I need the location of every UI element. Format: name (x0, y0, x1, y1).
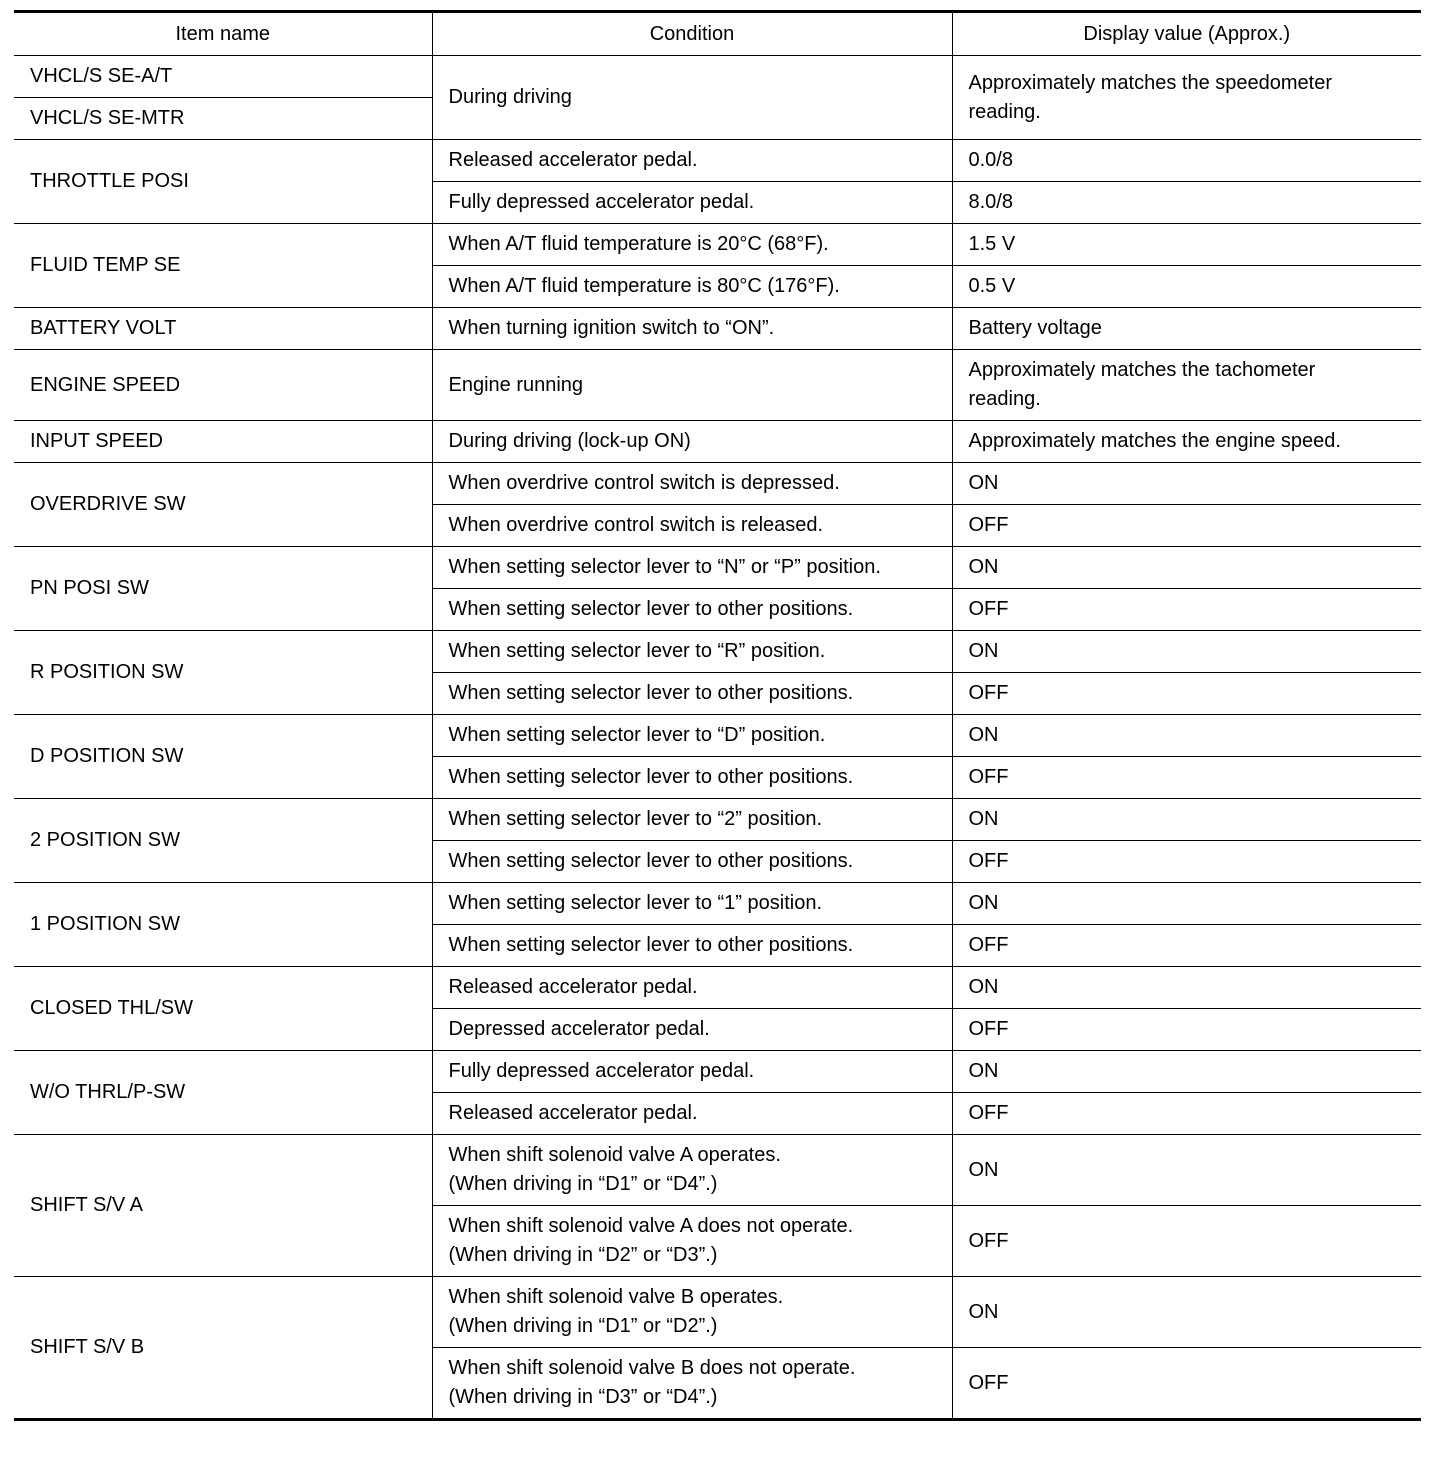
display-value-cell: OFF (952, 1093, 1421, 1135)
display-value-cell: ON (952, 715, 1421, 757)
display-value-cell: Approximately matches the speedometer reading. (952, 56, 1421, 140)
condition-cell: When setting selector lever to other positions. (432, 589, 952, 631)
table-row (14, 56, 1421, 98)
condition-cell: When setting selector lever to “N” or “P” position. (432, 547, 952, 589)
display-value-cell: ON (952, 799, 1421, 841)
item-name-cell: D POSITION SW (14, 715, 432, 799)
table-row (14, 1277, 1421, 1348)
display-value-cell: OFF (952, 1009, 1421, 1051)
condition-cell: Released accelerator pedal. (432, 140, 952, 182)
condition-cell: When shift solenoid valve B operates. (When driving in “D1” or “D2”.) (432, 1277, 952, 1348)
item-name-cell: SHIFT S/V A (14, 1135, 432, 1277)
item-name-cell: BATTERY VOLT (14, 308, 432, 350)
header-item-name: Item name (14, 12, 432, 56)
table-row (14, 140, 1421, 182)
condition-cell: When setting selector lever to “R” position. (432, 631, 952, 673)
display-value-cell: OFF (952, 841, 1421, 883)
condition-cell: When setting selector lever to “2” position. (432, 799, 952, 841)
data-monitor-table (14, 10, 1421, 1421)
display-value-cell: ON (952, 631, 1421, 673)
table-row (14, 883, 1421, 925)
table-row (14, 715, 1421, 757)
condition-cell: Depressed accelerator pedal. (432, 1009, 952, 1051)
display-value-cell: ON (952, 547, 1421, 589)
condition-cell: When A/T fluid temperature is 80°C (176°F). (432, 266, 952, 308)
table-row (14, 224, 1421, 266)
table-row (14, 1051, 1421, 1093)
display-value-cell: OFF (952, 673, 1421, 715)
table-row (14, 350, 1421, 421)
condition-cell: When A/T fluid temperature is 20°C (68°F). (432, 224, 952, 266)
display-value-cell: OFF (952, 925, 1421, 967)
item-name-cell: 2 POSITION SW (14, 799, 432, 883)
condition-cell: Released accelerator pedal. (432, 967, 952, 1009)
header-condition: Condition (432, 12, 952, 56)
display-value-cell: OFF (952, 589, 1421, 631)
display-value-cell: ON (952, 883, 1421, 925)
display-value-cell: OFF (952, 1206, 1421, 1277)
display-value-cell: Battery voltage (952, 308, 1421, 350)
table-row (14, 308, 1421, 350)
condition-cell: Engine running (432, 350, 952, 421)
display-value-cell: 0.5 V (952, 266, 1421, 308)
table-row (14, 967, 1421, 1009)
condition-cell: When setting selector lever to other positions. (432, 757, 952, 799)
condition-cell: During driving (lock-up ON) (432, 421, 952, 463)
display-value-cell: Approximately matches the tachometer reading. (952, 350, 1421, 421)
display-value-cell: 0.0/8 (952, 140, 1421, 182)
display-value-cell: 1.5 V (952, 224, 1421, 266)
display-value-cell: ON (952, 463, 1421, 505)
table-row (14, 421, 1421, 463)
header-row (14, 12, 1421, 56)
condition-cell: When shift solenoid valve B does not operate. (When driving in “D3” or “D4”.) (432, 1348, 952, 1420)
condition-cell: During driving (432, 56, 952, 140)
table-row (14, 1135, 1421, 1206)
display-value-cell: Approximately matches the engine speed. (952, 421, 1421, 463)
condition-cell: When shift solenoid valve A does not operate. (When driving in “D2” or “D3”.) (432, 1206, 952, 1277)
item-name-cell: VHCL/S SE-MTR (14, 98, 432, 140)
item-name-cell: SHIFT S/V B (14, 1277, 432, 1420)
item-name-cell: THROTTLE POSI (14, 140, 432, 224)
item-name-cell: 1 POSITION SW (14, 883, 432, 967)
display-value-cell: OFF (952, 1348, 1421, 1420)
condition-cell: Released accelerator pedal. (432, 1093, 952, 1135)
table-row (14, 631, 1421, 673)
item-name-cell: FLUID TEMP SE (14, 224, 432, 308)
item-name-cell: OVERDRIVE SW (14, 463, 432, 547)
item-name-cell: PN POSI SW (14, 547, 432, 631)
table-body (14, 56, 1421, 1420)
condition-cell: Fully depressed accelerator pedal. (432, 1051, 952, 1093)
item-name-cell: INPUT SPEED (14, 421, 432, 463)
table-header (14, 12, 1421, 56)
header-display-value: Display value (Approx.) (952, 12, 1421, 56)
display-value-cell: ON (952, 1277, 1421, 1348)
display-value-cell: ON (952, 967, 1421, 1009)
table-row (14, 463, 1421, 505)
item-name-cell: VHCL/S SE-A/T (14, 56, 432, 98)
table-row (14, 799, 1421, 841)
condition-cell: When setting selector lever to “D” position. (432, 715, 952, 757)
display-value-cell: OFF (952, 757, 1421, 799)
condition-cell: When setting selector lever to “1” position. (432, 883, 952, 925)
item-name-cell: R POSITION SW (14, 631, 432, 715)
item-name-cell: W/O THRL/P-SW (14, 1051, 432, 1135)
display-value-cell: ON (952, 1051, 1421, 1093)
condition-cell: When overdrive control switch is depressed. (432, 463, 952, 505)
table-row (14, 547, 1421, 589)
display-value-cell: OFF (952, 505, 1421, 547)
display-value-cell: 8.0/8 (952, 182, 1421, 224)
item-name-cell: ENGINE SPEED (14, 350, 432, 421)
display-value-cell: ON (952, 1135, 1421, 1206)
condition-cell: When turning ignition switch to “ON”. (432, 308, 952, 350)
condition-cell: Fully depressed accelerator pedal. (432, 182, 952, 224)
condition-cell: When overdrive control switch is released. (432, 505, 952, 547)
condition-cell: When setting selector lever to other positions. (432, 841, 952, 883)
item-name-cell: CLOSED THL/SW (14, 967, 432, 1051)
condition-cell: When shift solenoid valve A operates. (When driving in “D1” or “D4”.) (432, 1135, 952, 1206)
condition-cell: When setting selector lever to other positions. (432, 673, 952, 715)
condition-cell: When setting selector lever to other positions. (432, 925, 952, 967)
